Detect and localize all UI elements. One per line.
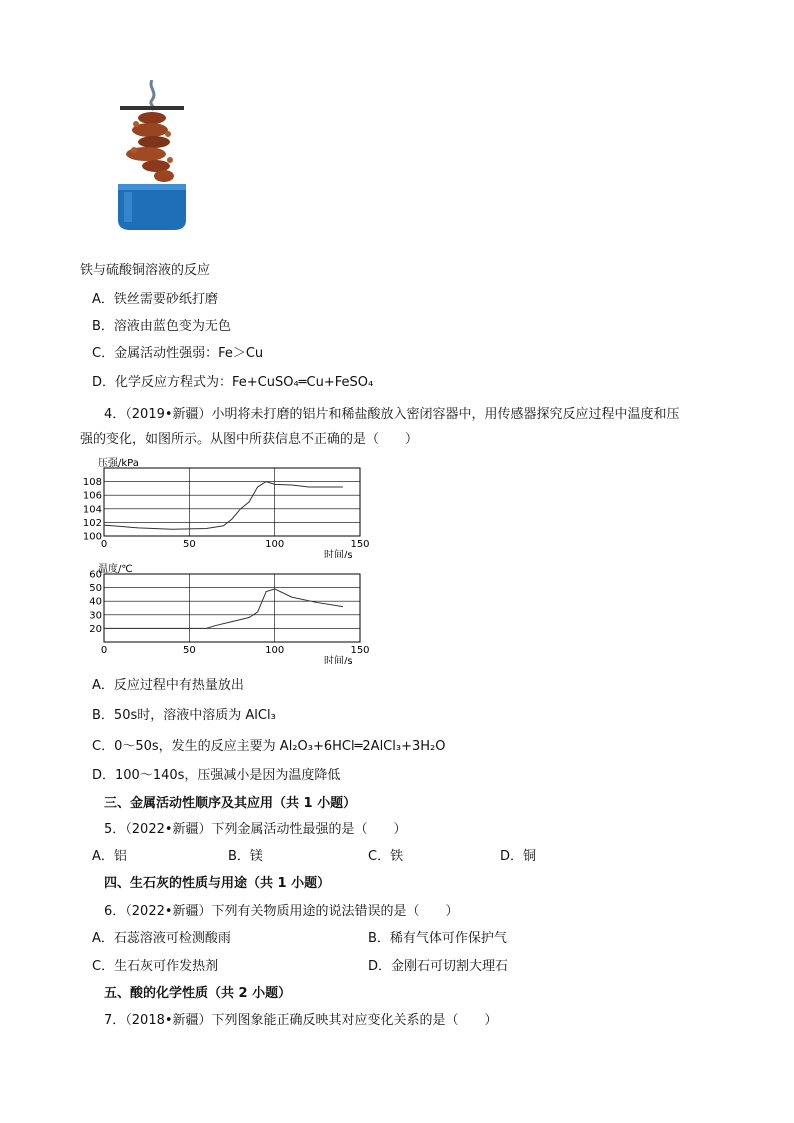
plot-frame [104, 574, 360, 642]
section-heading: 三、金属活动性顺序及其应用（共 1 小题） [104, 796, 357, 811]
q3-option-c [92, 342, 263, 361]
section-heading: 四、生石灰的性质与用途（共 1 小题） [104, 876, 331, 891]
figure-caption: 铁与硫酸铜溶液的反应 [80, 263, 211, 278]
option-text: 100～140s，压强减小是因为温度降低 [115, 768, 341, 783]
option-label: B． [92, 319, 114, 334]
reaction-figure [112, 80, 192, 232]
y-axis-label: 压强/kPa [98, 458, 139, 469]
x-tick-label: 0 [100, 539, 108, 550]
y-tick-label: 20 [89, 623, 102, 635]
q4-option-c [92, 735, 445, 754]
q4-option-d [92, 764, 340, 783]
q6-option-a: A．石蕊溶液可检测酸雨 [92, 931, 231, 946]
x-tick-label: 150 [350, 645, 370, 656]
q5-stem: 5．（2022•新疆）下列金属活动性最强的是（ ） [104, 822, 407, 837]
q4-stem-line2: 强的变化，如图所示。从图中所获信息不正确的是（ ） [80, 432, 419, 447]
q7-stem: 7．（2018•新疆）下列图象能正确反映其对应变化关系的是（ ） [104, 1013, 498, 1028]
option-label: C． [92, 739, 115, 754]
series-line [104, 482, 343, 530]
x-tick-label: 50 [182, 539, 196, 550]
x-tick-label: 100 [265, 645, 285, 656]
option-label: B． [92, 708, 114, 723]
q6-option-c: C．生石灰可作发热剂 [92, 959, 219, 974]
y-tick-label: 40 [89, 596, 102, 608]
y-tick-label: 102 [82, 517, 102, 529]
option-label: D． [92, 375, 116, 390]
option-text: 50s时，溶液中溶质为 AlCl₃ [113, 708, 276, 723]
x-tick-label: 50 [182, 645, 196, 656]
x-tick-label: 100 [265, 539, 285, 550]
x-tick-label: 150 [350, 539, 370, 550]
q5-option-c: C．铁 [368, 849, 404, 864]
option-label: C． [92, 346, 115, 361]
x-tick-label: 0 [100, 645, 108, 656]
option-label: A． [92, 678, 114, 693]
option-label: D． [92, 768, 116, 783]
q6-option-d: D．金刚石可切割大理石 [368, 959, 509, 974]
temperature-chart [76, 560, 376, 664]
q3-option-b [92, 315, 231, 334]
q4-option-b [92, 704, 276, 723]
q5-option-b: B．镁 [228, 849, 263, 864]
q4-option-a [92, 674, 244, 693]
y-tick-label: 50 [89, 583, 102, 595]
option-text: 金属活动性强弱：Fe＞Cu [114, 346, 264, 361]
option-text: 化学反应方程式为：Fe+CuSO₄═Cu+FeSO₄ [115, 375, 374, 390]
q3-option-a [92, 288, 218, 307]
y-tick-label: 60 [89, 569, 102, 581]
series-line [104, 589, 343, 628]
y-tick-label: 106 [82, 490, 102, 502]
y-tick-label: 30 [89, 610, 102, 622]
q5-option-a: A．铝 [92, 849, 127, 864]
q3-option-d [92, 371, 373, 390]
iron-in-copper-sulfate-image [112, 80, 192, 232]
option-text: 反应过程中有热量放出 [113, 678, 244, 693]
option-text: 铁丝需要砂纸打磨 [113, 292, 218, 307]
plot-frame [104, 468, 360, 536]
q6-option-b: B．稀有气体可作保护气 [368, 931, 507, 946]
option-text: 0～50s，发生的反应主要为 Al₂O₃+6HCl═2AlCl₃+3H₂O [114, 739, 446, 754]
option-label: A． [92, 292, 114, 307]
q5-option-d: D．铜 [500, 849, 537, 864]
x-axis-label: 时间/s [324, 656, 353, 664]
pressure-chart [76, 454, 376, 558]
y-axis-label: 温度/℃ [98, 564, 133, 575]
y-tick-label: 100 [82, 531, 102, 543]
y-tick-label: 108 [82, 477, 102, 489]
section-heading: 五、酸的化学性质（共 2 小题） [104, 986, 292, 1001]
q6-stem: 6．（2022•新疆）下列有关物质用途的说法错误的是（ ） [104, 904, 459, 919]
q4-stem-line1: 4．（2019•新疆）小明将未打磨的铝片和稀盐酸放入密闭容器中，用传感器探究反应过程中温度和压 [104, 407, 680, 422]
x-axis-label: 时间/s [324, 550, 353, 558]
option-text: 溶液由蓝色变为无色 [113, 319, 231, 334]
y-tick-label: 104 [82, 504, 102, 516]
